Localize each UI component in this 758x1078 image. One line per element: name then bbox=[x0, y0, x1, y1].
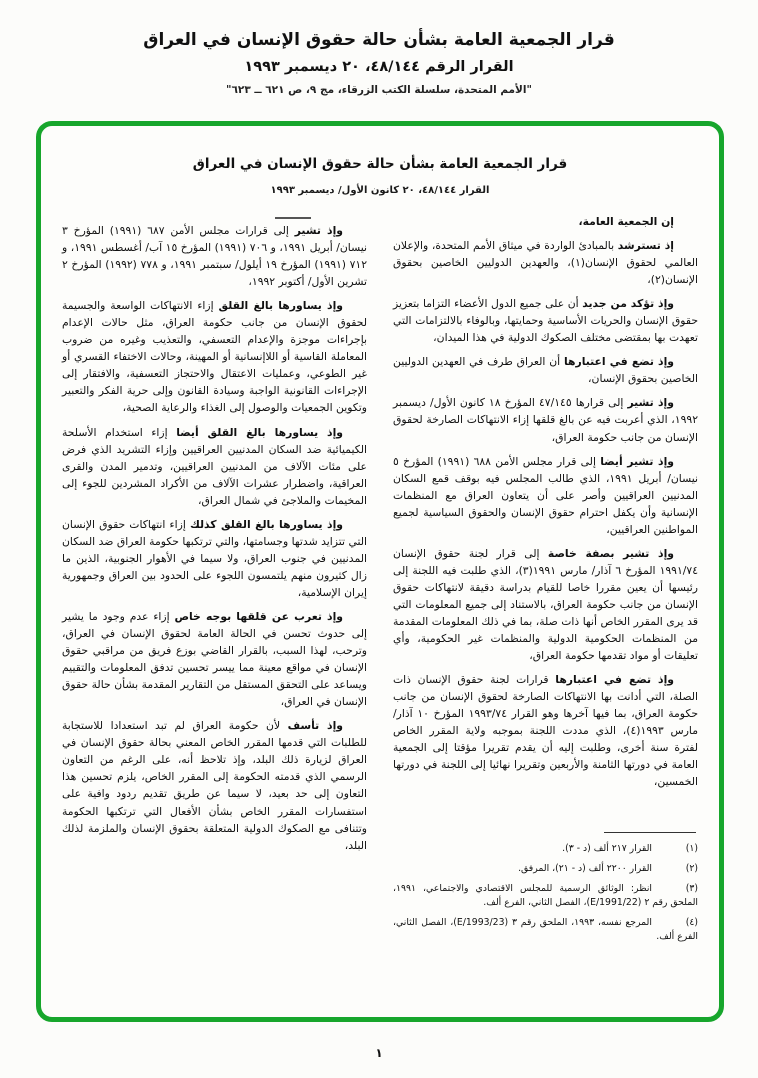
paragraph: وإذ يساورها بالغ القلق إزاء الانتهاكات الواسعة والجسيمة لحقوق الإنسان من جانب حكومة العراق، مثل حالات الإعدام بإجراءات موجزة والإعدام التعسفي، والتعذيب وغيره من ضروب المعاملة القاسية أو اللاإنسانية أو المهينة، وحالات الاختفاء القسري أو غير الطوعي، وعمليات الاعتقال والاحتجاز التعسفية، والافتقار إلى الإجراءات القانونية الواجبة وسيادة القانون وإلى حرية الفكر والتعبير وتكوين الجمعيات والوصول إلى الغذاء والرعاية الصحية، bbox=[62, 299, 367, 415]
footnote-separator bbox=[604, 832, 696, 833]
paragraph: وإذ تشير بصفة خاصة إلى قرار لجنة حقوق الإنسان ١٩٩١/٧٤ المؤرخ ٦ آذار/ مارس ١٩٩١(٣)، الذي طلبت فيه اللجنة إلى رئيسها أن يعين مقررا خاصا للقيام بدراسة دقيقة لانتهاكات حقوق الإنسان من جانب حكومة العراق، بالاستناد إلى جميع المعلومات التي قد يرى المقرر الخاص أنها ذات صلة، بما في ذلك المعلومات المقدمة من المنظمات الحكومية الدولية والمنظمات غير الحكومية، وأي تعليقات أو مواد تقدمها حكومة العراق، bbox=[393, 546, 698, 663]
header-source: "الأمم المتحدة، سلسلة الكتب الزرقاء، مج ٩، ص ٦٢١ ــ ٦٢٣" bbox=[226, 84, 532, 96]
footnote-number: (٣) bbox=[685, 883, 698, 895]
document-body bbox=[41, 196, 719, 950]
page-header bbox=[0, 0, 758, 96]
column-right-paragraphs bbox=[393, 213, 698, 790]
paragraph: وإذ تضع في اعتبارها أن العراق طرف في العهدين الدوليين الخاصين بحقوق الإنسان، bbox=[393, 355, 698, 386]
footnote: (٢)القرار ٢٢٠٠ ألف (د - ٢١)، المرفق. bbox=[518, 863, 698, 875]
page-number: ١ bbox=[375, 1046, 383, 1060]
continuation-mark bbox=[275, 217, 311, 219]
footnote-number: (١) bbox=[685, 843, 698, 855]
paragraph: إذ تسترشد بالمبادئ الواردة في ميثاق الأمم المتحدة، والإعلان العالمي لحقوق الإنسان(١)، والعهدين الدوليين الخاصين بحقوق الإنسان(٢)، bbox=[393, 239, 698, 287]
paragraph: وإذ تشير إلى قرارات مجلس الأمن ٦٨٧ (١٩٩١) المؤرخ ٣ نيسان/ أبريل ١٩٩١، و ٧٠٦ (١٩٩١) المؤرخ ١٥ آب/ أغسطس ١٩٩١، و ٧١٢ (١٩٩١) المؤرخ ١٩ أيلول/ سبتمبر ١٩٩١، و ٧٧٨ (١٩٩٢) المؤرخ ٢ تشرين الأول/ أكتوبر ١٩٩٢، bbox=[62, 224, 367, 289]
header-subtitle: القرار الرقم ٤٨/١٤٤، ٢٠ ديسمبر ١٩٩٣ bbox=[244, 59, 514, 75]
footnote: (٣)انظر: الوثائق الرسمية للمجلس الاقتصادي والاجتماعي، ١٩٩١، الملحق رقم ٢ (E/1991/22)، الفصل الثاني، الفرع ألف. bbox=[393, 883, 698, 909]
paragraph: وإذ تؤكد من جديد أن على جميع الدول الأعضاء التزاما بتعزيز حقوق الإنسان والحريات الأساسية وحمايتها، وبالوفاء بالالتزامات التي تعهدت بها بمقتضى مختلف الصكوك الدولية في هذا الميدان، bbox=[393, 297, 698, 345]
header-title: قرار الجمعية العامة بشأن حالة حقوق الإنسان في العراق bbox=[143, 30, 615, 50]
footnote-number: (٢) bbox=[685, 863, 698, 875]
footnotes bbox=[393, 832, 698, 944]
paragraph: وإذ تأسف لأن حكومة العراق لم تبد استعدادا للاستجابة للطلبات التي قدمها المقرر الخاص المعني بحالة حقوق الإنسان في العراق لزيارة ذلك البلد، وإذ تلاحظ أنه، على الرغم من التعاون الرسمي الذي قدمته الحكومة إلى المقرر الخاص، يلزم تحسين هذا التعاون إلى حد بعيد، لا سيما عن طريق تقديم ردود وافية على استفسارات المقرر الخاص بشأن الأفعال التي ترتكبها الحكومة وتتنافى مع الصكوك الدولية المتعلقة بحقوق الإنسان والملزمة لذلك البلد، bbox=[62, 719, 367, 852]
footnote: (١)القرار ٢١٧ ألف (د - ٣). bbox=[562, 843, 698, 855]
paragraph: وإذ يساورها بالغ القلق أيضا إزاء استخدام الأسلحة الكيميائية ضد السكان المدنيين العراقيين وإزاء التشريد الذي فرض على مئات الآلاف من المدنيين العراقيين، وتدمير المدن والقرى العراقية، واضطرار عشرات الآلاف من الأكراد المشردين للجوء إلى المخيمات والملاجئ في شمال العراق، bbox=[62, 425, 367, 507]
paragraph: وإذ تضع في اعتبارها قرارات لجنة حقوق الإنسان ذات الصلة، التي أدانت بها الانتهاكات الصارخة لحقوق الإنسان من جانب حكومة العراق، بما فيها آخرها وهو القرار ١٩٩٣/٧٤ المؤرخ ١٠ آذار/ مارس ١٩٩٣(٤)، الذي مددت اللجنة بموجبه ولاية المقرر الخاص لفترة سنة أخرى، وطلبت إليه أن يقدم تقريرا مؤقتا إلى الجمعية العامة في دورتها الثامنة والأربعين وتقريرا نهائيا إلى اللجنة في دورتها الخمسين، bbox=[393, 673, 698, 789]
paragraph: إن الجمعية العامة، bbox=[578, 215, 674, 228]
footnote: (٤)المرجع نفسه، ١٩٩٣، الملحق رقم ٣ (E/1993/23)، الفصل الثاني، الفرع ألف. bbox=[393, 917, 698, 943]
document-frame bbox=[36, 121, 724, 1022]
paragraph: وإذ تعرب عن قلقها بوجه خاص إزاء عدم وجود ما يشير إلى حدوث تحسن في الحالة العامة لحقوق الإنسان في العراق، وترحب، لهذا السبب، بالقرار القاضي بوزع فريق من مراقبي حقوق الإنسان في مواقع معينة مما ييسر تحسين تدفق المعلومات والتقييم ويساعد على التحقق المستقل من التقارير المقدمة بشأن حالة حقوق الإنسان في العراق، bbox=[62, 609, 367, 709]
paragraph: وإذ تشير أيضا إلى قرار مجلس الأمن ٦٨٨ (١٩٩١) المؤرخ ٥ نيسان/ أبريل ١٩٩١، الذي طالب المجلس فيه بوقف قمع السكان المدنيين العراقيين وأصر على أن يتعاون العراق مع المنظمات الإنسانية وأن يكفل احترام حقوق الإنسان والحقوق السياسية لجميع المواطنين العراقيين، bbox=[393, 454, 698, 536]
footnote-list bbox=[393, 842, 698, 944]
column-left bbox=[62, 213, 367, 861]
column-left-paragraphs bbox=[62, 222, 367, 854]
doc-title: قرار الجمعية العامة بشأن حالة حقوق الإنسان في العراق bbox=[192, 156, 568, 172]
paragraph: وإذ تشير إلى قرارها ٤٧/١٤٥ المؤرخ ١٨ كانون الأول/ ديسمبر ١٩٩٢، الذي أعربت فيه عن بالغ قلقها إزاء الانتهاكات الصارخة لحقوق الإنسان من جانب حكومة العراق، bbox=[393, 396, 698, 444]
column-right bbox=[393, 213, 698, 950]
footnote-number: (٤) bbox=[685, 917, 698, 929]
paragraph: وإذ يساورها بالغ القلق كذلك إزاء انتهاكات حقوق الإنسان التي تتزايد شدتها وجسامتها، والتي ترتكبها حكومة العراق ضد السكان المدنيين في جنوب العراق، ولا سيما في الأهوار الجنوبية، الذين ما زال كثيرون منهم يلتمسون اللجوء على الحدود بين العراق وجمهورية إيران الإسلامية، bbox=[62, 517, 367, 599]
doc-subtitle: القرار ٤٨/١٤٤، ٢٠ كانون الأول/ ديسمبر ١٩٩٣ bbox=[270, 185, 490, 196]
